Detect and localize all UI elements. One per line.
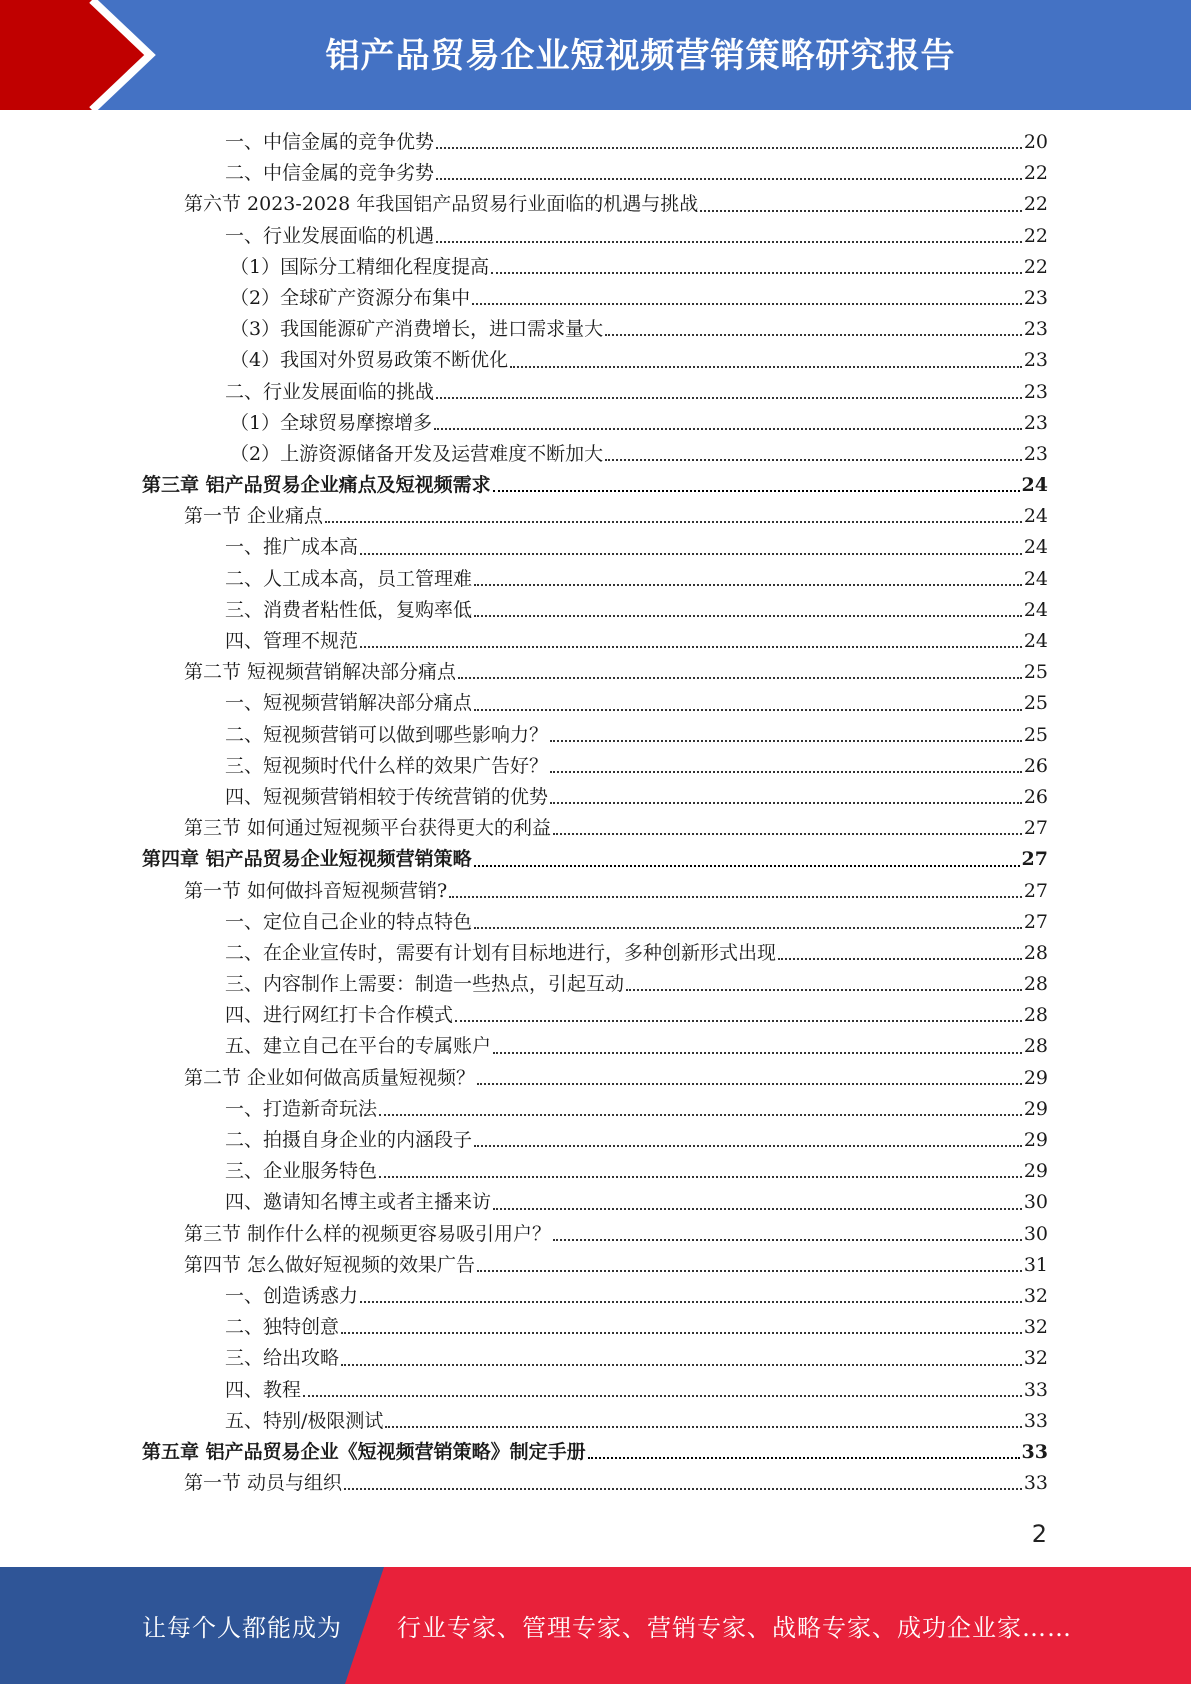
toc-entry[interactable] xyxy=(142,844,1048,875)
toc-entry[interactable] xyxy=(142,1219,1048,1250)
toc-entry[interactable] xyxy=(142,1250,1048,1281)
toc-entry-title: 一、行业发展面临的机遇 xyxy=(225,224,435,247)
toc-entry-page: 22 xyxy=(1023,193,1048,216)
toc-dot-leader xyxy=(360,552,1022,555)
toc-entry-title: 二、独特创意 xyxy=(225,1316,340,1339)
toc-entry[interactable] xyxy=(142,314,1048,345)
toc-entry[interactable] xyxy=(142,595,1048,626)
footer-slogan-right: 行业专家、管理专家、营销专家、战略专家、成功企业家…… xyxy=(397,1614,1072,1642)
toc-entry-title: 第三节 制作什么样的视频更容易吸引用户？ xyxy=(184,1222,552,1245)
toc-entry-title: （4）我国对外贸易政策不断优化 xyxy=(230,349,509,372)
toc-entry-title: （3）我国能源矿产消费增长，进口需求量大 xyxy=(230,318,604,341)
toc-entry[interactable] xyxy=(142,1000,1048,1031)
toc-entry-title: 一、打造新奇玩法 xyxy=(225,1097,378,1120)
toc-entry-page: 26 xyxy=(1023,754,1048,777)
toc-entry-page: 24 xyxy=(1023,630,1048,652)
toc-entry-page: 23 xyxy=(1023,411,1048,434)
toc-entry-title: 第一节 如何做抖音短视频营销? xyxy=(184,879,448,902)
toc-entry-page: 24 xyxy=(1023,598,1048,621)
toc-dot-leader xyxy=(385,1425,1021,1428)
toc-entry[interactable] xyxy=(142,189,1048,220)
toc-entry[interactable] xyxy=(142,470,1048,501)
toc-entry-page: 23 xyxy=(1023,286,1048,309)
toc-dot-leader xyxy=(341,1363,1022,1366)
toc-entry-page: 20 xyxy=(1023,131,1048,153)
toc-entry-page: 28 xyxy=(1023,1004,1048,1027)
toc-dot-leader xyxy=(474,583,1022,586)
toc-entry-page: 27 xyxy=(1023,879,1048,902)
toc-entry[interactable] xyxy=(142,501,1048,532)
toc-dot-leader xyxy=(449,895,1022,898)
toc-entry-title: 三、短视频时代什么样的效果广告好？ xyxy=(225,754,549,777)
toc-entry[interactable] xyxy=(142,283,1048,314)
toc-entry-page: 23 xyxy=(1023,442,1048,465)
toc-entry-title: 四、进行网红打卡合作模式 xyxy=(225,1004,454,1027)
toc-entry[interactable] xyxy=(142,969,1048,1000)
toc-entry-title: 第一节 动员与组织 xyxy=(184,1472,343,1495)
toc-entry-page: 27 xyxy=(1023,910,1048,933)
toc-entry-page: 24 xyxy=(1021,474,1048,497)
toc-entry-title: 五、特别/极限测试 xyxy=(225,1409,384,1432)
toc-entry-title: 二、在企业宣传时，需要有计划有目标地进行，多种创新形式出现 xyxy=(225,941,777,964)
toc-entry[interactable] xyxy=(142,1406,1048,1437)
toc-entry-page: 27 xyxy=(1021,848,1048,871)
toc-entry-page: 32 xyxy=(1023,1284,1048,1307)
toc-dot-leader xyxy=(550,739,1022,742)
toc-dot-leader xyxy=(434,427,1022,430)
page-number: 2 xyxy=(1031,1520,1047,1548)
toc-entry[interactable] xyxy=(142,1094,1048,1125)
toc-dot-leader xyxy=(700,209,1022,212)
toc-entry-title: 四、短视频营销相较于传统营销的优势 xyxy=(225,785,549,808)
toc-entry-page: 23 xyxy=(1023,318,1048,341)
toc-entry-title: （2）全球矿产资源分布集中 xyxy=(230,286,471,309)
toc-entry[interactable] xyxy=(142,252,1048,283)
toc-entry-page: 23 xyxy=(1023,349,1048,372)
toc-entry[interactable] xyxy=(142,720,1048,751)
toc-entry-page: 27 xyxy=(1023,817,1048,840)
toc-entry-title: 一、创造诱惑力 xyxy=(225,1284,359,1307)
toc-entry[interactable] xyxy=(142,345,1048,376)
toc-entry[interactable] xyxy=(142,408,1048,439)
toc-entry-title: 五、建立自己在平台的专属账户 xyxy=(225,1035,492,1058)
toc-dot-leader xyxy=(360,645,1022,648)
toc-entry[interactable] xyxy=(142,626,1048,657)
toc-entry-title: 二、人工成本高，员工管理难 xyxy=(225,567,473,590)
toc-entry-page: 32 xyxy=(1023,1316,1048,1339)
toc-entry-title: 二、中信金属的竞争劣势 xyxy=(225,162,435,185)
toc-dot-leader xyxy=(491,271,1022,274)
toc-dot-leader xyxy=(474,1144,1022,1147)
toc-dot-leader xyxy=(477,1082,1022,1085)
toc-entry[interactable] xyxy=(142,377,1048,408)
toc-entry-title: 三、企业服务特色 xyxy=(225,1160,378,1183)
toc-dot-leader xyxy=(436,177,1022,180)
toc-dot-leader xyxy=(474,614,1022,617)
toc-dot-leader xyxy=(344,1487,1022,1490)
toc-dot-leader xyxy=(510,365,1022,368)
toc-entry[interactable] xyxy=(142,1031,1048,1062)
toc-dot-leader xyxy=(436,396,1022,399)
toc-entry-title: 第四章 铝产品贸易企业短视频营销策略 xyxy=(142,848,472,871)
toc-dot-leader xyxy=(474,708,1022,711)
toc-entry-page: 24 xyxy=(1023,567,1048,590)
toc-entry-page: 29 xyxy=(1023,1129,1048,1151)
toc-entry-page: 29 xyxy=(1023,1097,1048,1120)
toc-dot-leader xyxy=(626,988,1022,991)
toc-dot-leader xyxy=(588,1456,1020,1459)
toc-entry-page: 24 xyxy=(1023,536,1048,559)
toc-dot-leader xyxy=(778,957,1022,960)
toc-dot-leader xyxy=(553,1238,1022,1241)
toc-entry[interactable] xyxy=(142,439,1048,470)
toc-entry-page: 24 xyxy=(1023,505,1048,528)
toc-entry[interactable] xyxy=(142,782,1048,813)
toc-dot-leader xyxy=(493,1051,1022,1054)
toc-entry[interactable] xyxy=(142,876,1048,907)
toc-dot-leader xyxy=(550,801,1022,804)
toc-entry-page: 25 xyxy=(1023,723,1048,746)
toc-entry-page: 22 xyxy=(1023,162,1048,185)
toc-entry-title: （1）国际分工精细化程度提高 xyxy=(230,255,490,278)
toc-entry-title: 第一节 企业痛点 xyxy=(184,505,324,528)
toc-entry-title: 第四节 怎么做好短视频的效果广告 xyxy=(184,1253,476,1276)
toc-entry[interactable] xyxy=(142,564,1048,595)
toc-dot-leader xyxy=(436,146,1022,149)
toc-entry[interactable] xyxy=(142,751,1048,782)
toc-entry[interactable] xyxy=(142,1343,1048,1374)
toc-entry[interactable] xyxy=(142,221,1048,252)
toc-dot-leader xyxy=(472,302,1022,305)
toc-entry-title: 二、短视频营销可以做到哪些影响力？ xyxy=(225,723,549,746)
toc-entry-title: 第五章 铝产品贸易企业《短视频营销策略》制定手册 xyxy=(142,1440,586,1463)
toc-entry[interactable] xyxy=(142,813,1048,844)
toc-dot-leader xyxy=(474,926,1022,929)
report-title: 铝产品贸易企业短视频营销策略研究报告 xyxy=(325,35,956,76)
report-header xyxy=(0,0,1191,110)
toc-entry[interactable] xyxy=(142,1437,1048,1468)
toc-dot-leader xyxy=(379,1113,1022,1116)
toc-entry-title: 三、消费者粘性低，复购率低 xyxy=(225,598,473,621)
toc-entry[interactable] xyxy=(142,657,1048,688)
toc-entry-title: 第二节 短视频营销解决部分痛点 xyxy=(184,661,457,684)
toc-entry-page: 25 xyxy=(1023,692,1048,715)
toc-entry-title: 第三章 铝产品贸易企业痛点及短视频需求 xyxy=(142,474,491,497)
report-footer xyxy=(0,1567,1191,1684)
toc-entry-page: 29 xyxy=(1023,1160,1048,1183)
toc-dot-leader xyxy=(493,1207,1022,1210)
toc-entry-page: 28 xyxy=(1023,1035,1048,1058)
toc-dot-leader xyxy=(341,1331,1022,1334)
toc-entry[interactable] xyxy=(142,1063,1048,1094)
toc-dot-leader xyxy=(493,489,1020,492)
toc-entry-title: 一、推广成本高 xyxy=(225,536,359,559)
toc-entry[interactable] xyxy=(142,1156,1048,1187)
toc-entry[interactable] xyxy=(142,938,1048,969)
toc-dot-leader xyxy=(455,1019,1022,1022)
toc-dot-leader xyxy=(605,458,1022,461)
toc-entry-page: 33 xyxy=(1023,1472,1048,1495)
toc-dot-leader xyxy=(436,240,1022,243)
toc-entry-title: 第三节 如何通过短视频平台获得更大的利益 xyxy=(184,817,552,840)
toc-dot-leader xyxy=(605,333,1022,336)
toc-entry[interactable] xyxy=(142,688,1048,719)
toc-dot-leader xyxy=(325,520,1022,523)
toc-entry-title: 四、邀请知名博主或者主播来访 xyxy=(225,1191,492,1214)
toc-entry[interactable] xyxy=(142,1375,1048,1406)
toc-entry[interactable] xyxy=(142,158,1048,189)
toc-entry-page: 33 xyxy=(1023,1378,1048,1401)
toc-entry-title: 三、给出攻略 xyxy=(225,1347,340,1370)
toc-entry[interactable] xyxy=(142,532,1048,563)
toc-entry-page: 29 xyxy=(1023,1066,1048,1089)
toc-entry-title: （2）上游资源储备开发及运营难度不断加大 xyxy=(230,442,604,465)
toc-entry-page: 30 xyxy=(1023,1222,1048,1245)
toc-entry-page: 28 xyxy=(1023,941,1048,964)
toc-dot-leader xyxy=(458,676,1022,679)
toc-entry-page: 30 xyxy=(1023,1191,1048,1214)
toc-dot-leader xyxy=(550,770,1022,773)
toc-entry-title: 二、拍摄自身企业的内涵段子 xyxy=(225,1129,473,1151)
toc-entry[interactable] xyxy=(142,1281,1048,1312)
toc-entry-page: 22 xyxy=(1023,255,1048,278)
toc-dot-leader xyxy=(379,1175,1022,1178)
toc-entry-page: 25 xyxy=(1023,661,1048,684)
toc-entry-page: 23 xyxy=(1023,380,1048,403)
toc-entry-title: 一、中信金属的竞争优势 xyxy=(225,131,435,153)
toc-entry-page: 32 xyxy=(1023,1347,1048,1370)
toc-entry-title: 四、管理不规范 xyxy=(225,630,359,652)
toc-entry-title: 三、内容制作上需要：制造一些热点，引起互动 xyxy=(225,973,625,996)
toc-entry-page: 28 xyxy=(1023,973,1048,996)
toc-entry-title: （1）全球贸易摩擦增多 xyxy=(230,411,433,434)
toc-entry[interactable] xyxy=(142,1312,1048,1343)
toc-entry-title: 第六节 2023-2028 年我国铝产品贸易行业面临的机遇与挑战 xyxy=(184,193,699,216)
toc-entry[interactable] xyxy=(142,127,1048,158)
toc-dot-leader xyxy=(474,864,1020,867)
toc-entry[interactable] xyxy=(142,1125,1048,1156)
toc-entry[interactable] xyxy=(142,1187,1048,1218)
toc-entry-title: 四、教程 xyxy=(225,1378,302,1401)
toc-dot-leader xyxy=(360,1300,1022,1303)
toc-entry-title: 一、定位自己企业的特点特色 xyxy=(225,910,473,933)
toc-entry-page: 33 xyxy=(1023,1409,1048,1432)
toc-entry-page: 22 xyxy=(1023,224,1048,247)
toc-dot-leader xyxy=(553,832,1022,835)
toc-entry-page: 26 xyxy=(1023,785,1048,808)
toc-entry-title: 一、短视频营销解决部分痛点 xyxy=(225,692,473,715)
toc-entry[interactable] xyxy=(142,907,1048,938)
toc-entry-page: 33 xyxy=(1021,1440,1048,1463)
toc-entry[interactable] xyxy=(142,1468,1048,1499)
toc-dot-leader xyxy=(477,1269,1022,1272)
toc-dot-leader xyxy=(303,1394,1022,1397)
footer-slogan-left: 让每个人都能成为 xyxy=(142,1614,342,1642)
toc-entry-title: 第二节 企业如何做高质量短视频？ xyxy=(184,1066,476,1089)
toc-entry-title: 二、行业发展面临的挑战 xyxy=(225,380,435,403)
table-of-contents xyxy=(142,127,1048,1499)
toc-entry-page: 31 xyxy=(1023,1253,1048,1276)
